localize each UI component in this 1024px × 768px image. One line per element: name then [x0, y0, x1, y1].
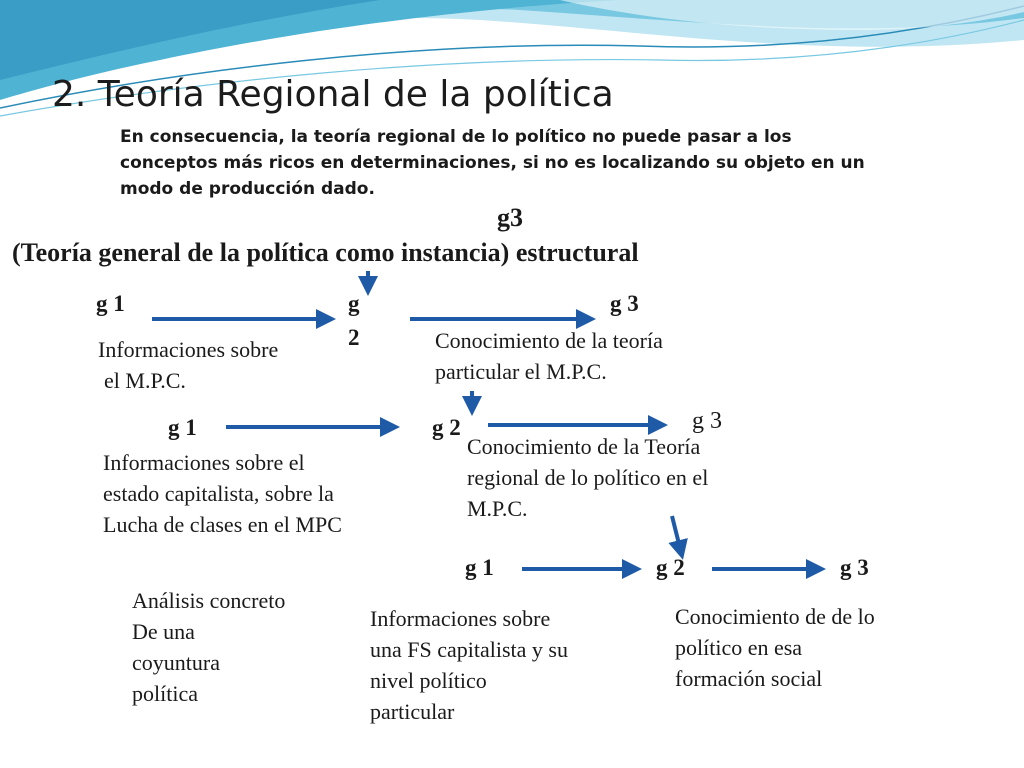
row2-knowledge-line1: Conocimiento de la Teoría [467, 434, 701, 459]
row2-info-line2: estado capitalista, sobre la [103, 481, 334, 506]
down-arrow-row2-to-row3 [672, 516, 682, 556]
row3-g3-label: g 3 [840, 555, 869, 580]
row3-analysis-line1: Análisis concreto [132, 588, 286, 613]
row3-info-line1: Informaciones sobre [370, 606, 551, 631]
row2-knowledge-line3: M.P.C. [467, 496, 528, 521]
row3-knowledge-line1: Conocimiento de de lo [675, 604, 875, 629]
row3-knowledge-line3: formación social [675, 666, 823, 691]
row2-g2-label: g 2 [432, 415, 461, 440]
row1-g3-label: g 3 [610, 291, 639, 316]
row3-analysis-line3: coyuntura [132, 650, 220, 675]
row1-info-line2: el M.P.C. [104, 368, 186, 393]
general-theory-heading: (Teoría general de la política como instancia) estructural [12, 238, 639, 267]
row3-info-line2: una FS capitalista y su [370, 637, 568, 662]
row3-analysis-line2: De una [132, 619, 195, 644]
row1-g2-label-top: g [348, 291, 360, 316]
slide-title: 2. Teoría Regional de la política [52, 74, 614, 115]
row3-g1-label: g 1 [465, 555, 494, 580]
row1-g2-label-bottom: 2 [348, 325, 360, 350]
intro-paragraph: En consecuencia, la teoría regional de lo político no puede pasar a los conceptos más ricos en determinaciones, si no es localizando su objeto en un modo de producción dado. [120, 127, 865, 199]
row3-analysis-line4: política [132, 681, 198, 706]
row3-knowledge-line2: político en esa [675, 635, 803, 660]
row2-g1-label: g 1 [168, 415, 197, 440]
g3-top-label: g3 [497, 203, 523, 232]
row2-info-line1: Informaciones sobre el [103, 450, 305, 475]
row2-knowledge-line2: regional de lo político en el [467, 465, 709, 490]
row3-g2-label: g 2 [656, 555, 685, 580]
row3-info-line4: particular [370, 699, 455, 724]
row2-g3-label: g 3 [692, 408, 722, 434]
row2-info-line3: Lucha de clases en el MPC [103, 512, 342, 537]
row1-knowledge-line1: Conocimiento de la teoría [435, 328, 663, 353]
row1-knowledge-line2: particular el M.P.C. [435, 359, 607, 384]
row3-info-line3: nivel político [370, 668, 487, 693]
row1-g1-label: g 1 [96, 291, 125, 316]
row1-info-line1: Informaciones sobre [98, 337, 279, 362]
